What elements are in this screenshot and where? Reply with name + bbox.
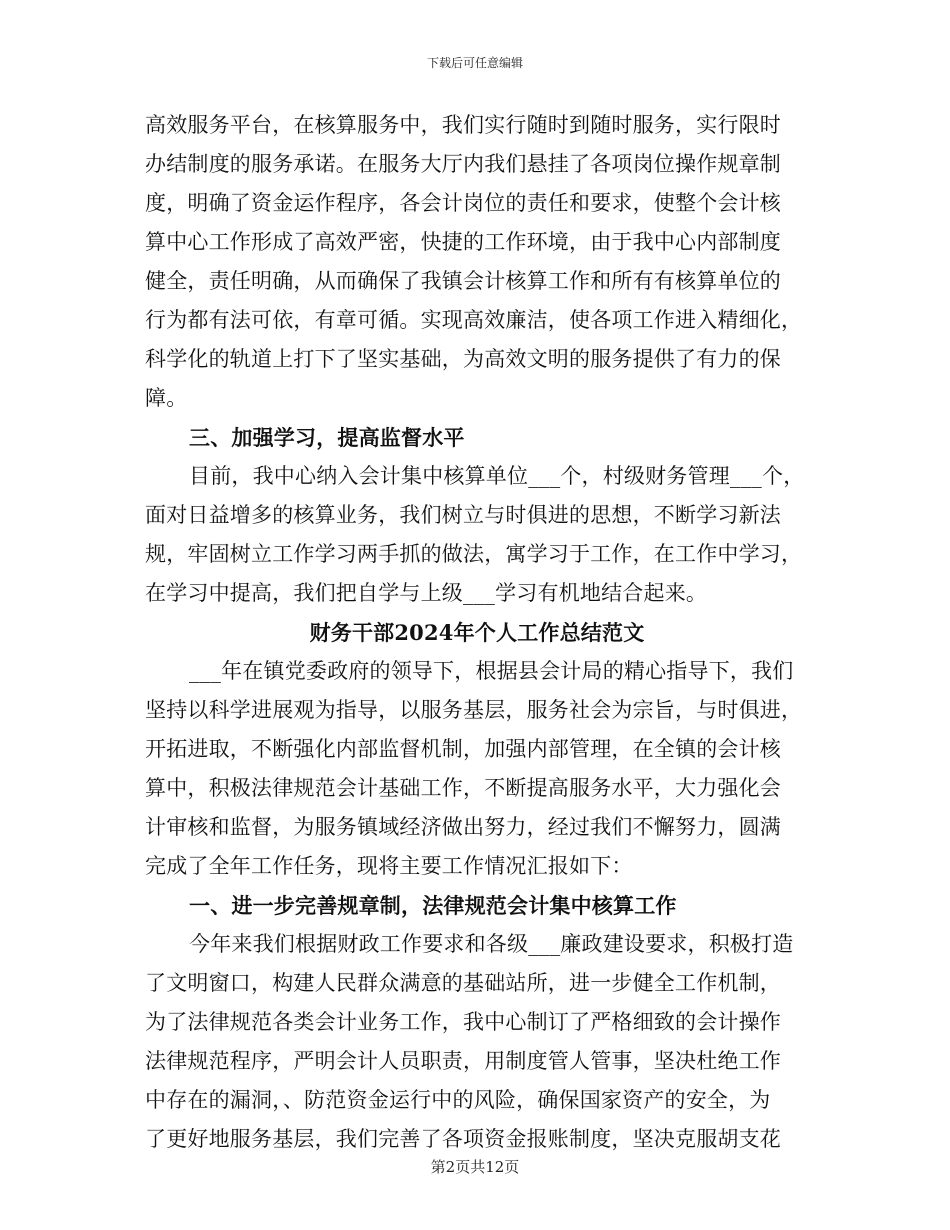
section-heading: 三、加强学习，提高监督水平 <box>189 425 465 450</box>
document-body <box>145 106 809 1159</box>
paragraph-line: 目前，我中心纳入会计集中核算单位___个，村级财务管理___个， <box>189 464 805 488</box>
paragraph-line: 度，明确了资金运作程序，各会计岗位的责任和要求，使整个会计核 <box>145 191 781 215</box>
paragraph-line: 在学习中提高，我们把自学与上级___学习有机地结合起来。 <box>145 581 708 605</box>
page-header-note: 下载后可任意编辑 <box>426 56 523 70</box>
paragraph-line: 科学化的轨道上打下了坚实基础，为高效文明的服务提供了有力的保 <box>145 347 781 371</box>
paragraph-line: 法律规范程序，严明会计人员职责，用制度管人管事，坚决杜绝工作 <box>145 1049 781 1073</box>
section-heading: 一、进一步完善规章制，法律规范会计集中核算工作 <box>189 893 677 918</box>
paragraph-line: 办结制度的服务承诺。在服务大厅内我们悬挂了各项岗位操作规章制 <box>145 152 781 176</box>
paragraph-line: 计审核和监督，为服务镇域经济做出努力，经过我们不懈努力，圆满 <box>145 815 781 839</box>
document-title: 财务干部2024年个人工作总结范文 <box>309 620 645 645</box>
paragraph-line: 完成了全年工作任务，现将主要工作情况汇报如下： <box>145 854 633 878</box>
paragraph-line: 算中，积极法律规范会计基础工作，不断提高服务水平，大力强化会 <box>145 776 781 800</box>
paragraph-line: 障。 <box>145 386 188 410</box>
paragraph-line: 算中心工作形成了高效严密，快捷的工作环境，由于我中心内部制度 <box>145 230 781 254</box>
paragraph-line: 健全，责任明确，从而确保了我镇会计核算工作和所有有核算单位的 <box>145 269 781 293</box>
paragraph-line: 了文明窗口，构建人民群众满意的基础站所，进一步健全工作机制， <box>145 971 781 995</box>
paragraph-line: 高效服务平台，在核算服务中，我们实行随时到随时服务，实行限时 <box>145 113 781 137</box>
paragraph-line: ___年在镇党委政府的领导下，根据县会计局的精心指导下，我们 <box>189 659 794 683</box>
paragraph-line: 为了法律规范各类会计业务工作，我中心制订了严格细致的会计操作 <box>145 1010 781 1034</box>
paragraph-line: 面对日益增多的核算业务，我们树立与时俱进的思想，不断学习新法 <box>145 503 781 527</box>
paragraph-line: 了更好地服务基层，我们完善了各项资金报账制度，坚决克服胡支花 <box>145 1127 781 1151</box>
paragraph-line: 行为都有法可依，有章可循。实现高效廉洁，使各项工作进入精细化， <box>145 308 803 332</box>
paragraph-line: 中存在的漏洞，、防范资金运行中的风险，确保国家资产的安全，为 <box>145 1088 771 1112</box>
paragraph-line: 规，牢固树立工作学习两手抓的做法，寓学习于工作，在工作中学习， <box>145 542 803 566</box>
paragraph-line: 今年来我们根据财政工作要求和各级___廉政建设要求，积极打造 <box>189 932 794 956</box>
paragraph-line: 开拓进取，不断强化内部监督机制，加强内部管理，在全镇的会计核 <box>145 737 781 761</box>
paragraph-line: 坚持以科学进展观为指导，以服务基层，服务社会为宗旨，与时俱进， <box>145 698 803 722</box>
page-number: 第2页共12页 <box>430 1158 520 1176</box>
